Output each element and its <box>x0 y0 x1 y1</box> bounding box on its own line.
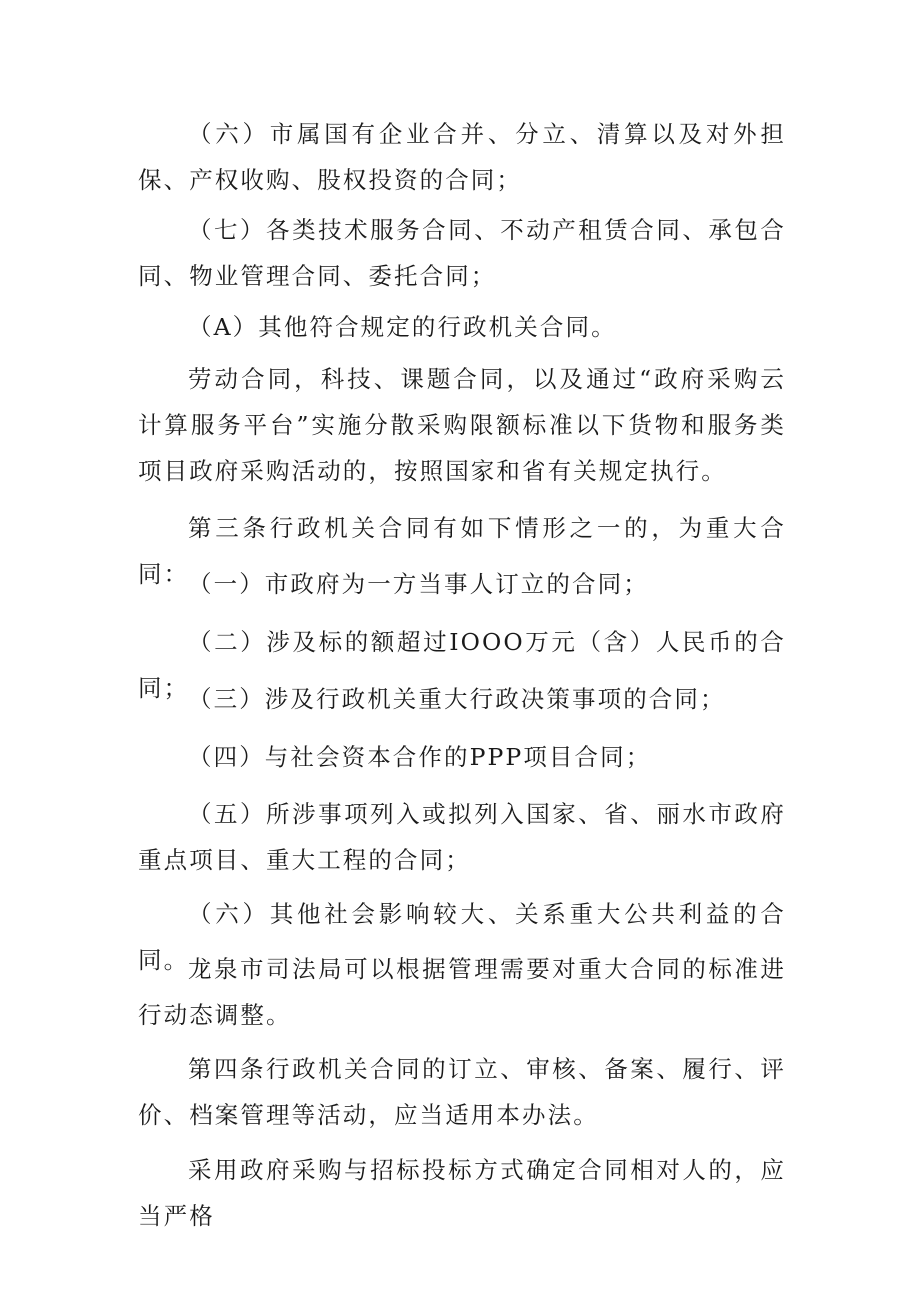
paragraph-item-7-service-contracts: （七）各类技术服务合同、不动产租赁合同、承包合同、物业管理合同、委托合同； <box>138 216 786 290</box>
paragraph-procurement: 采用政府采购与招标投标方式确定合同相对人的，应当严格 <box>138 1156 786 1230</box>
paragraph-major-item-1: （一）市政府为一方当事人订立的合同； <box>188 570 649 598</box>
paragraph-major-item-6: （六）其他社会影响较大、关系重大公共利益的合同。 <box>138 900 786 974</box>
paragraph-labor-contracts: 劳动合同，科技、课题合同，以及通过“政府采购云计算服务平台”实施分散采购限额标准以下货物和服务类项目政府采购活动的，按照国家和省有关规定执行。 <box>138 365 786 485</box>
paragraph-major-item-4: （四）与社会资本合作的PPP项目合同； <box>188 743 652 771</box>
paragraph-major-item-5: （五）所涉事项列入或拟列入国家、省、丽水市政府重点项目、重大工程的合同； <box>138 800 786 874</box>
paragraph-justice-bureau: 龙泉市司法局可以根据管理需要对重大合同的标准进行动态调整。 <box>138 955 786 1029</box>
paragraph-article-4: 第四条行政机关合同的订立、审核、备案、履行、评价、档案管理等活动，应当适用本办法。 <box>138 1055 786 1129</box>
paragraph-major-item-3: （三）涉及行政机关重大行政决策事项的合同； <box>188 685 726 713</box>
paragraph-article-3: 第三条行政机关合同有如下情形之一的，为重大合同： <box>138 514 786 588</box>
paragraph-item-8-other-contracts: （A）其他符合规定的行政机关合同。 <box>188 313 617 341</box>
paragraph-major-item-2: （二）涉及标的额超过IOOO万元（含）人民币的合同； <box>138 628 786 702</box>
paragraph-item-6-state-enterprise: （六）市属国有企业合并、分立、清算以及对外担保、产权收购、股权投资的合同； <box>138 120 786 194</box>
